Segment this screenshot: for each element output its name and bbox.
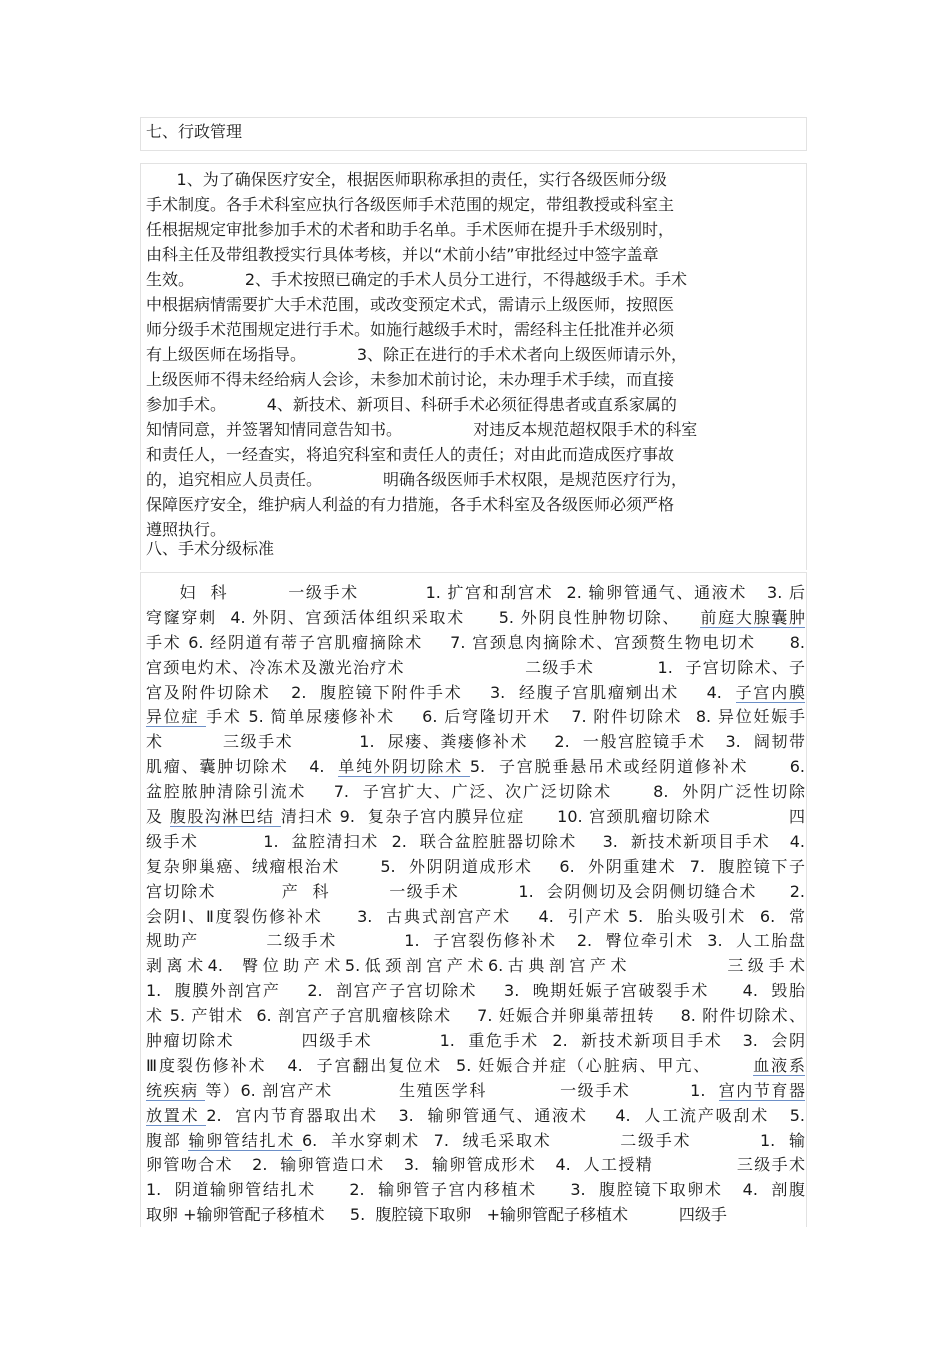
underlined-term-link[interactable]: 单纯外阴切除术 [338, 757, 470, 777]
body-line [146, 755, 805, 780]
body-line [146, 1153, 805, 1178]
body-line [146, 830, 805, 855]
section7-body [146, 167, 786, 542]
line-text: 1. 阴道输卵管结扎术 2. 输卵管子宫内移植术 3. 腹腔镜下取卵术 4. 剖腹 [146, 1180, 805, 1200]
underlined-term-link[interactable]: 血液系 [753, 1055, 805, 1075]
body-line [146, 631, 805, 656]
line-text: 6. 羊水穿刺术 7. 绒毛采取术 二级手术 1. 输 [302, 1130, 805, 1150]
body-line [146, 979, 805, 1004]
body-line [146, 1054, 805, 1079]
body-line: 师分级手术范围规定进行手术。如施行越级手术时，需经科主任批准并必须 [146, 320, 675, 339]
underlined-term-link[interactable]: 统疾病 [146, 1080, 206, 1100]
body-line [146, 929, 805, 954]
body-line [146, 705, 805, 730]
body-line: 的，追究相应人员责任。 明确各级医师手术权限，是规范医疗行为， [146, 470, 688, 489]
line-text: 宫颈电灼术、冷冻术及激光治疗术 二级手术 1. 子宫切除术、子 [146, 657, 805, 677]
line-text: 5. 子宫脱垂悬吊术或经阴道修补术 6. [469, 757, 805, 777]
body-line [146, 656, 805, 681]
body-line: 中根据病情需要扩大手术范围，或改变预定术式，需请示上级医师，按照医 [146, 295, 675, 314]
line-text: 卵管吻合术 2. 输卵管造口术 3. 输卵管成形术 4. 人工授精 三级手术 [146, 1155, 805, 1175]
line-text: 肌瘤、囊肿切除术 4. [146, 757, 339, 777]
body-line [146, 581, 805, 606]
body-line [146, 855, 805, 880]
line-text: 妇 科 一级手术 1. 扩宫和刮宫术 2. 输卵管通气、通液术 3. 后 [146, 583, 805, 602]
line-text: 取卵 +输卵管配子移植术 5. 腹腔镜下取卵 +输卵管配子移植术 四级手 [146, 1205, 727, 1225]
line-text: 剥离术4. 臀位助产术5.低颈剖宫产术6.古典剖宫产术 三级手术 [146, 956, 805, 976]
body-line [146, 730, 805, 755]
body-line [146, 954, 805, 979]
line-text: 复杂卵巢癌、绒瘤根治术 5. 外阴阴道成形术 6. 外阴重建术 7. 腹腔镜下子 [146, 856, 805, 876]
underlined-term-link[interactable]: 宫内节育器 [718, 1080, 805, 1100]
line-text: 会阴Ⅰ、Ⅱ度裂伤修补术 3. 古典式剖宫产术 4. 引产术 5. 胎头吸引术 6. 常 [146, 906, 805, 926]
body-line [146, 1079, 805, 1104]
line-text: 术 5. 产钳术 6. 剖宫产子宫肌瘤核除术 7. 妊娠合并卵巢蒂扭转 8. 附件切除术、 [146, 1006, 805, 1026]
line-text: 等）6. 剖宫产术 生殖医学科 一级手术 1. [205, 1080, 719, 1100]
body-line: 有上级医师在场指导。 3、除正在进行的手术术者向上级医师请示外， [146, 345, 688, 364]
underlined-term-link[interactable]: 子宫内膜 [735, 682, 805, 702]
underlined-term-link[interactable]: 前庭大腺囊肿 [700, 607, 805, 627]
body-line [146, 681, 805, 706]
body-line: 由科主任及带组教授实行具体考核，并以“术前小结”审批经过中签字盖章 [146, 245, 659, 264]
line-text: 宫及附件切除术 2. 腹腔镜下附件手术 3. 经腹子宫肌瘤剜出术 4. [146, 682, 736, 702]
underlined-term-link[interactable]: 输卵管结扎术 [188, 1130, 302, 1150]
body-line: 1、为了确保医疗安全，根据医师职称承担的责任，实行各级医师分级 [146, 170, 667, 189]
body-line: 参加手术。 4、新技术、新项目、科研手术必须征得患者或直系家属的 [146, 395, 677, 414]
section8-heading: 八、手术分级标准 [146, 539, 275, 558]
line-text: 规助产 二级手术 1. 子宫裂伤修补术 2. 臀位牵引术 3. 人工胎盘 [146, 931, 805, 951]
body-line [146, 1129, 805, 1154]
body-line: 上级医师不得未经给病人会诊，未参加术前讨论，未办理手术手续，而直接 [146, 370, 675, 389]
line-text: 2. 宫内节育器取出术 3. 输卵管通气、通液术 4. 人工流产吸刮术 5. [206, 1105, 805, 1125]
line-text: 宫切除术 产 科 一级手术 1. 会阴侧切及会阴侧切缝合术 2. [146, 881, 805, 901]
body-line [146, 1203, 805, 1228]
body-line [146, 1004, 805, 1029]
line-text: 穹窿穿刺 4. 外阴、宫颈活体组织采取术 5. 外阴良性肿物切除、 [146, 607, 701, 627]
body-line [146, 606, 805, 631]
body-line [146, 1029, 805, 1054]
body-line: 知情同意，并签署知情同意告知书。 对违反本规范超权限手术的科室 [146, 420, 698, 439]
line-text: 盆腔脓肿清除引流术 7. 子宫扩大、广泛、次广泛切除术 8. 外阴广泛性切除 [146, 782, 805, 802]
body-line [146, 880, 805, 905]
line-text: Ⅲ度裂伤修补术 4. 子宫翻出复位术 5. 妊娠合并症（心脏病、甲亢、 [146, 1055, 754, 1075]
line-text: 术 三级手术 1. 尿瘘、粪瘘修补术 2. 一般宫腔镜手术 3. 阔韧带 [146, 732, 805, 752]
body-line: 手术制度。各手术科室应执行各级医师手术范围的规定，带组教授或科室主 [146, 195, 675, 214]
line-text: 腹部 [146, 1130, 189, 1150]
underlined-term-link[interactable]: 异位症 [146, 707, 207, 727]
line-text: 手术 5. 简单尿瘘修补术 6. 后穹隆切开术 7. 附件切除术 8. 异位妊娠手 [206, 707, 805, 727]
line-text: 肿瘤切除术 四级手术 1. 重危手术 2. 新技术新项目手术 3. 会阴 [146, 1031, 805, 1051]
line-text: 及 [146, 807, 170, 827]
line-text: 级手术 1. 盆腔清扫术 2. 联合盆腔脏器切除术 3. 新技术新项目手术 4. [146, 831, 805, 851]
line-text: 清扫术 9. 复杂子宫内膜异位症 10. 宫颈肌瘤切除术 四 [280, 807, 805, 827]
line-text: 1. 腹膜外剖宫产 2. 剖宫产子宫切除术 3. 晚期妊娠子宫破裂手术 4. 毁胎 [146, 981, 805, 1001]
body-line [146, 1178, 805, 1203]
body-line [146, 805, 805, 830]
body-line [146, 1104, 805, 1129]
body-line [146, 780, 805, 805]
body-line: 生效。 2、手术按照已确定的手术人员分工进行，不得越级手术。手术 [146, 270, 688, 289]
body-line [146, 905, 805, 930]
body-line: 和责任人，一经查实，将追究科室和责任人的责任；对由此而造成医疗事故 [146, 445, 675, 464]
section7-heading: 七、行政管理 [146, 122, 243, 141]
underlined-term-link[interactable]: 腹股沟淋巴结 [169, 807, 281, 827]
line-text: 手术 6. 经阴道有蒂子宫肌瘤摘除术 7. 宫颈息肉摘除术、宫颈赘生物电切术 8. [146, 632, 805, 652]
body-line: 保障医疗安全，维护病人利益的有力措施，各手术科室及各级医师必须严格 [146, 495, 675, 514]
underlined-term-link[interactable]: 放置术 [146, 1105, 207, 1125]
section8-body [146, 581, 805, 1228]
body-line: 任根据规定审批参加手术的术者和助手名单。手术医师在提升手术级别时， [146, 220, 675, 239]
body-line: 遵照执行。 [146, 520, 227, 539]
